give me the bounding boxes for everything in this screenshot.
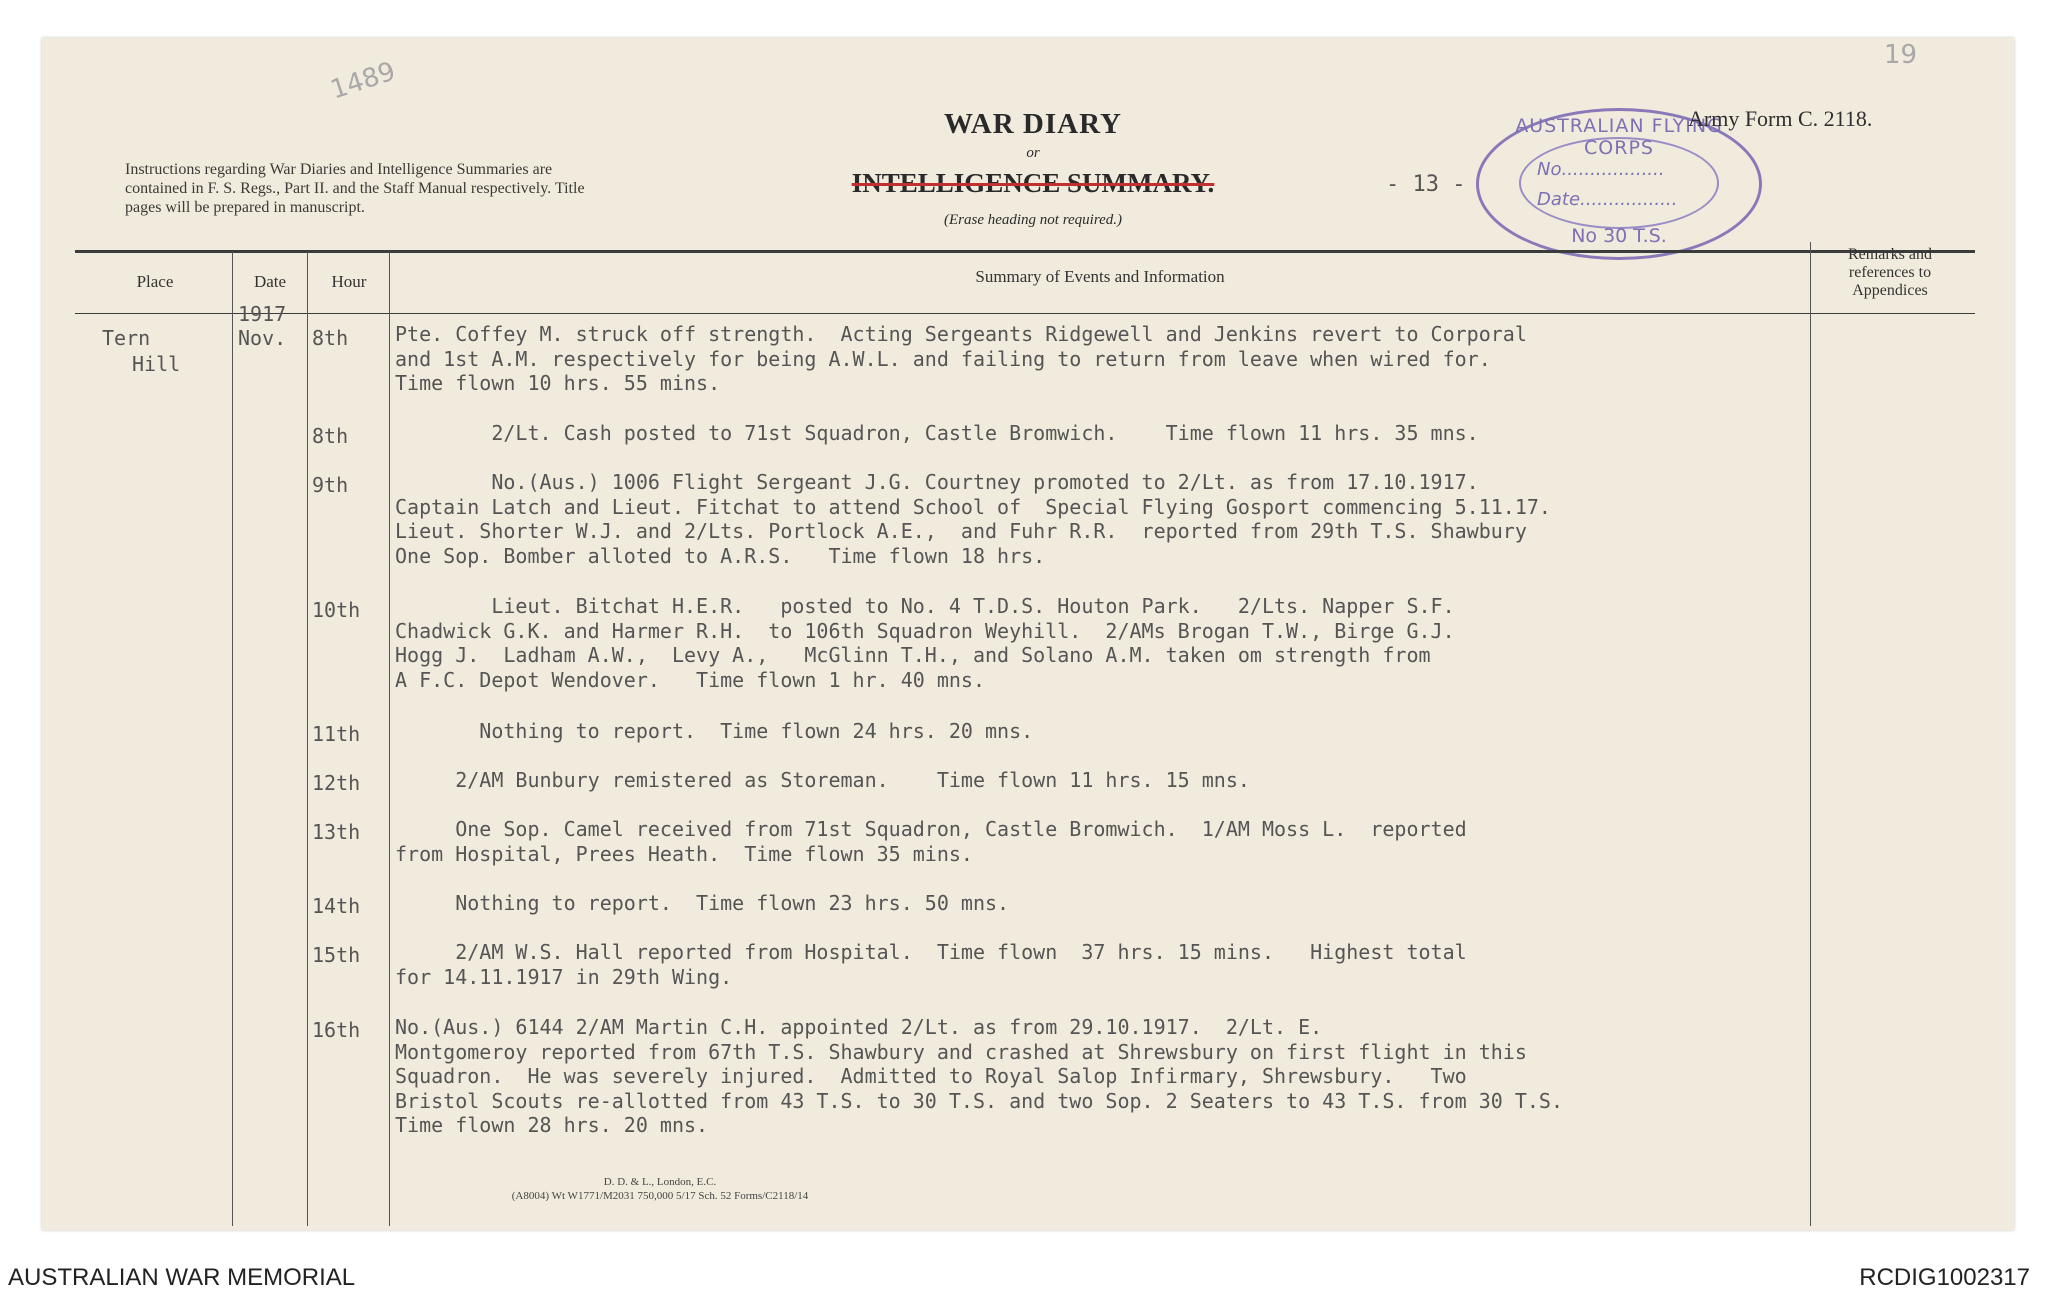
stamp-date-label: Date................. <box>1537 189 1678 210</box>
erase-heading-note: (Erase heading not required.) <box>943 212 1123 228</box>
entry-text: 2/AM Bunbury remistered as Storeman. Time flown 11 hrs. 15 mns. <box>395 768 1250 792</box>
stamp-no-label: No.................. <box>1537 159 1665 180</box>
place-line-2: Hill <box>132 352 181 376</box>
entry-text: Nothing to report. Time flown 23 hrs. 50 mns. <box>395 891 1010 915</box>
entry-text: Pte. Coffey M. struck off strength. Acting Sergeants Ridgewell and Jenkins revert to Corporal and 1st A.M. respectively for being A.W.L. and failing to return from leave when wired for. Time flown 10 hrs. 55 mins. <box>395 322 1527 395</box>
entry-day: 12th <box>312 771 361 795</box>
entry-day: 10th <box>312 598 361 622</box>
entry-day: 15th <box>312 943 361 967</box>
army-form-label: Army Form C. 2118. <box>1688 106 1873 131</box>
column-header-hour: Hour <box>331 272 367 291</box>
entry-text: Nothing to report. Time flown 24 hrs. 20 mns. <box>395 719 1034 743</box>
title-or: or <box>1026 145 1040 161</box>
divider-hour-summary <box>389 252 390 1226</box>
entry-text: 2/Lt. Cash posted to 71st Squadron, Castle Bromwich. Time flown 11 hrs. 35 mns. <box>395 421 1479 445</box>
pencil-reference: 1489 <box>326 56 400 106</box>
place-line-1: Tern <box>102 326 151 350</box>
printer-imprint-2: (A8004) Wt W1771/M2031 750,000 5/17 Sch. 52 Forms/C2118/14 <box>511 1190 809 1202</box>
caption-right: RCDIG1002317 <box>1859 1264 2030 1291</box>
entry-day: 8th <box>312 424 349 448</box>
title-intelligence-summary: INTELLIGENCE SUMMARY. <box>851 168 1215 198</box>
page-number: - 13 - <box>1386 172 1466 197</box>
stamp-bottom-text: No 30 T.S. <box>1571 225 1667 247</box>
entry-day: 14th <box>312 894 361 918</box>
column-header-place: Place <box>136 272 174 291</box>
entry-text: No.(Aus.) 6144 2/AM Martin C.H. appointed 2/Lt. as from 29.10.1917. 2/Lt. E. Montgomeroy reported from 67th T.S. Shawbury and crashed at Shrewsbury on first flight in this Squadron. He was severely injured. Admitted to Royal Salop Infirmary, Shrewsbury. Two Bristol Scouts re-allotted from 43 T.S. to 30 T.S. and two Sop. 2 Seaters to 43 T.S. from 30 T.S. Time flown 28 hrs. 20 mns. <box>395 1015 1563 1137</box>
entry-day: 11th <box>312 722 361 746</box>
instructions-note: Instructions regarding War Diaries and Intelligence Summaries are contained in F. S. Regs., Part II. and the Staff Manual respectively. Title pages will be prepared in manuscript. <box>125 161 585 216</box>
title-war-diary: WAR DIARY <box>944 108 1122 140</box>
entry-text: Lieut. Bitchat H.E.R. posted to No. 4 T.D.S. Houton Park. 2/Lts. Napper S.F. Chadwick G.K. and Harmer R.H. to 106th Squadron Weyhill. 2/AMs Brogan T.W., Birge G.J. Hogg J. Ladham A.W., Levy A., McGlinn T.H., and Solano A.M. taken om strength from A F.C. Depot Wendover. Time flown 1 hr. 40 mns. <box>395 594 1455 692</box>
printer-imprint-1: D. D. & L., London, E.C. <box>603 1176 717 1188</box>
divider-place-date <box>232 252 233 1226</box>
header-bottom-rule <box>75 313 1975 314</box>
caption-left: AUSTRALIAN WAR MEMORIAL <box>8 1264 356 1291</box>
divider-date-hour <box>307 252 308 1226</box>
entry-day: 16th <box>312 1018 361 1042</box>
entry-day: 9th <box>312 473 349 497</box>
entry-day: 8th <box>312 326 349 350</box>
table-top-rule <box>75 250 1975 253</box>
entry-day: 13th <box>312 820 361 844</box>
date-year: 1917 <box>238 302 287 326</box>
entry-text: No.(Aus.) 1006 Flight Sergeant J.G. Courtney promoted to 2/Lt. as from 17.10.1917. Captain Latch and Lieut. Fitchat to attend School of Special Flying Gosport commencing 5.11.17. Lieut. Shorter W.J. and 2/Lts. Portlock A.E., and Fuhr R.R. reported from 29th T.S. Shawbury One Sop. Bomber alloted to A.R.S. Time flown 18 hrs. <box>395 470 1551 568</box>
date-month: Nov. <box>238 326 287 350</box>
entry-text: One Sop. Camel received from 71st Squadron, Castle Bromwich. 1/AM Moss L. reported from Hospital, Prees Heath. Time flown 35 mins. <box>395 817 1467 866</box>
pencil-page-number: 19 <box>1884 40 1918 70</box>
column-header-summary: Summary of Events and Information <box>975 267 1225 286</box>
column-header-date: Date <box>253 272 287 291</box>
entry-text: 2/AM W.S. Hall reported from Hospital. Time flown 37 hrs. 15 mins. Highest total for 14.11.1917 in 29th Wing. <box>395 940 1467 989</box>
column-header-remarks: Remarks and references to Appendices <box>1848 246 1932 299</box>
stamp-top-text: AUSTRALIAN FLYING CORPS <box>1515 115 1723 159</box>
